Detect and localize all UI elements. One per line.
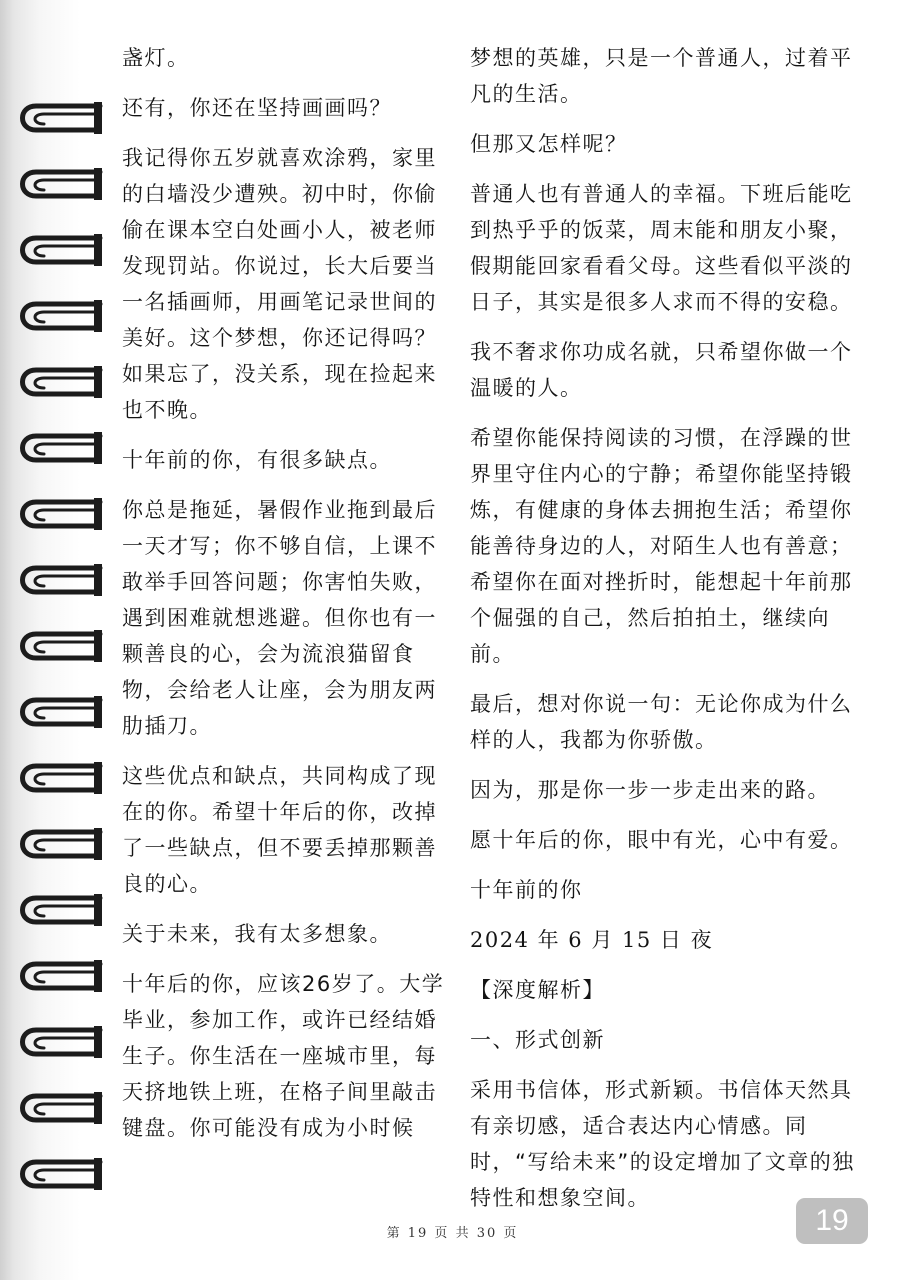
paragraph: 希望你能保持阅读的习惯，在浮躁的世界里守住内心的宁静；希望你能坚持锻炼，有健康的身体去拥抱生活；希望你能善待身边的人，对陌生人也有善意；希望你在面对挫折时，能想起十年前那个倔强的自己，然后拍拍土，继续向前。 — [470, 426, 853, 666]
paragraph: 我不奢求你功成名就，只希望你做一个温暖的人。 — [470, 340, 853, 400]
paragraph: 十年前的你，有很多缺点。 — [122, 448, 392, 472]
paragraph: 普通人也有普通人的幸福。下班后能吃到热乎乎的饭菜，周末能和朋友小聚，假期能回家看看父母。这些看似平淡的日子，其实是很多人求而不得的安稳。 — [470, 182, 853, 314]
binding-ring-icon — [14, 1154, 104, 1200]
paragraph: 我记得你五岁就喜欢涂鸦，家里的白墙没少遭殃。初中时，你偷偷在课本空白处画小人，被老师发现罚站。你说过，长大后要当一名插画师，用画笔记录世间的美好。这个梦想，你还记得吗？如果忘了，没关系，现在捡起来也不晚。 — [122, 146, 437, 422]
paragraph: 十年后的你，应该26岁了。大学毕业，参加工作，或许已经结婚生子。你生活在一座城市里，每天挤地铁上班，在格子间里敲击键盘。你可能没有成为小时候 — [122, 972, 445, 1140]
binding-ring-icon — [14, 626, 104, 672]
signature: 十年前的你 — [470, 878, 583, 902]
paragraph: 这些优点和缺点，共同构成了现在的你。希望十年后的你，改掉了一些缺点，但不要丢掉那颗善良的心。 — [122, 764, 437, 896]
paragraph: 但那又怎样呢？ — [470, 132, 628, 156]
binding-ring-icon — [14, 1022, 104, 1068]
paragraph: 你总是拖延，暑假作业拖到最后一天才写；你不够自信，上课不敢举手回答问题；你害怕失败，遇到困难就想逃避。但你也有一颗善良的心，会为流浪猫留食物，会给老人让座，会为朋友两肋插刀。 — [122, 498, 437, 738]
paragraph: 关于未来，我有太多想象。 — [122, 922, 392, 946]
page-number-badge: 19 — [796, 1198, 868, 1244]
paragraph: 采用书信体，形式新颖。书信体天然具有亲切感，适合表达内心情感。同时，“写给未来”的设定增加了文章的独特性和想象空间。 — [470, 1078, 855, 1210]
binding-ring-icon — [14, 428, 104, 474]
binding-ring-icon — [14, 362, 104, 408]
binding-ring-icon — [14, 956, 104, 1002]
binding-ring-icon — [14, 494, 104, 540]
letter-date: 2024 年 6 月 15 日 夜 — [470, 928, 714, 952]
paragraph: 因为，那是你一步一步走出来的路。 — [470, 778, 830, 802]
paragraph: 梦想的英雄，只是一个普通人，过着平凡的生活。 — [470, 46, 853, 106]
binding-ring-icon — [14, 1088, 104, 1134]
binding-ring-icon — [14, 230, 104, 276]
binding-ring-icon — [14, 164, 104, 210]
binding-ring-icon — [14, 890, 104, 936]
subsection-heading: 一、形式创新 — [470, 1028, 605, 1052]
binding-ring-icon — [14, 296, 104, 342]
binding-ring-icon — [14, 692, 104, 738]
paragraph: 最后，想对你说一句：无论你成为什么样的人，我都为你骄傲。 — [470, 692, 853, 752]
paragraph: 还有，你还在坚持画画吗？ — [122, 96, 392, 120]
left-column — [122, 40, 452, 1160]
binding-ring-icon — [14, 824, 104, 870]
binding-ring-icon — [14, 758, 104, 804]
section-heading: 【深度解析】 — [470, 978, 605, 1002]
spiral-binding — [0, 0, 112, 1280]
binding-ring-icon — [14, 98, 104, 144]
right-column — [470, 40, 870, 1230]
paragraph: 愿十年后的你，眼中有光，心中有爱。 — [470, 828, 853, 852]
binding-ring-icon — [14, 560, 104, 606]
paragraph: 盏灯。 — [122, 46, 190, 70]
page-footer: 第 19 页 共 30 页 — [386, 1226, 519, 1241]
